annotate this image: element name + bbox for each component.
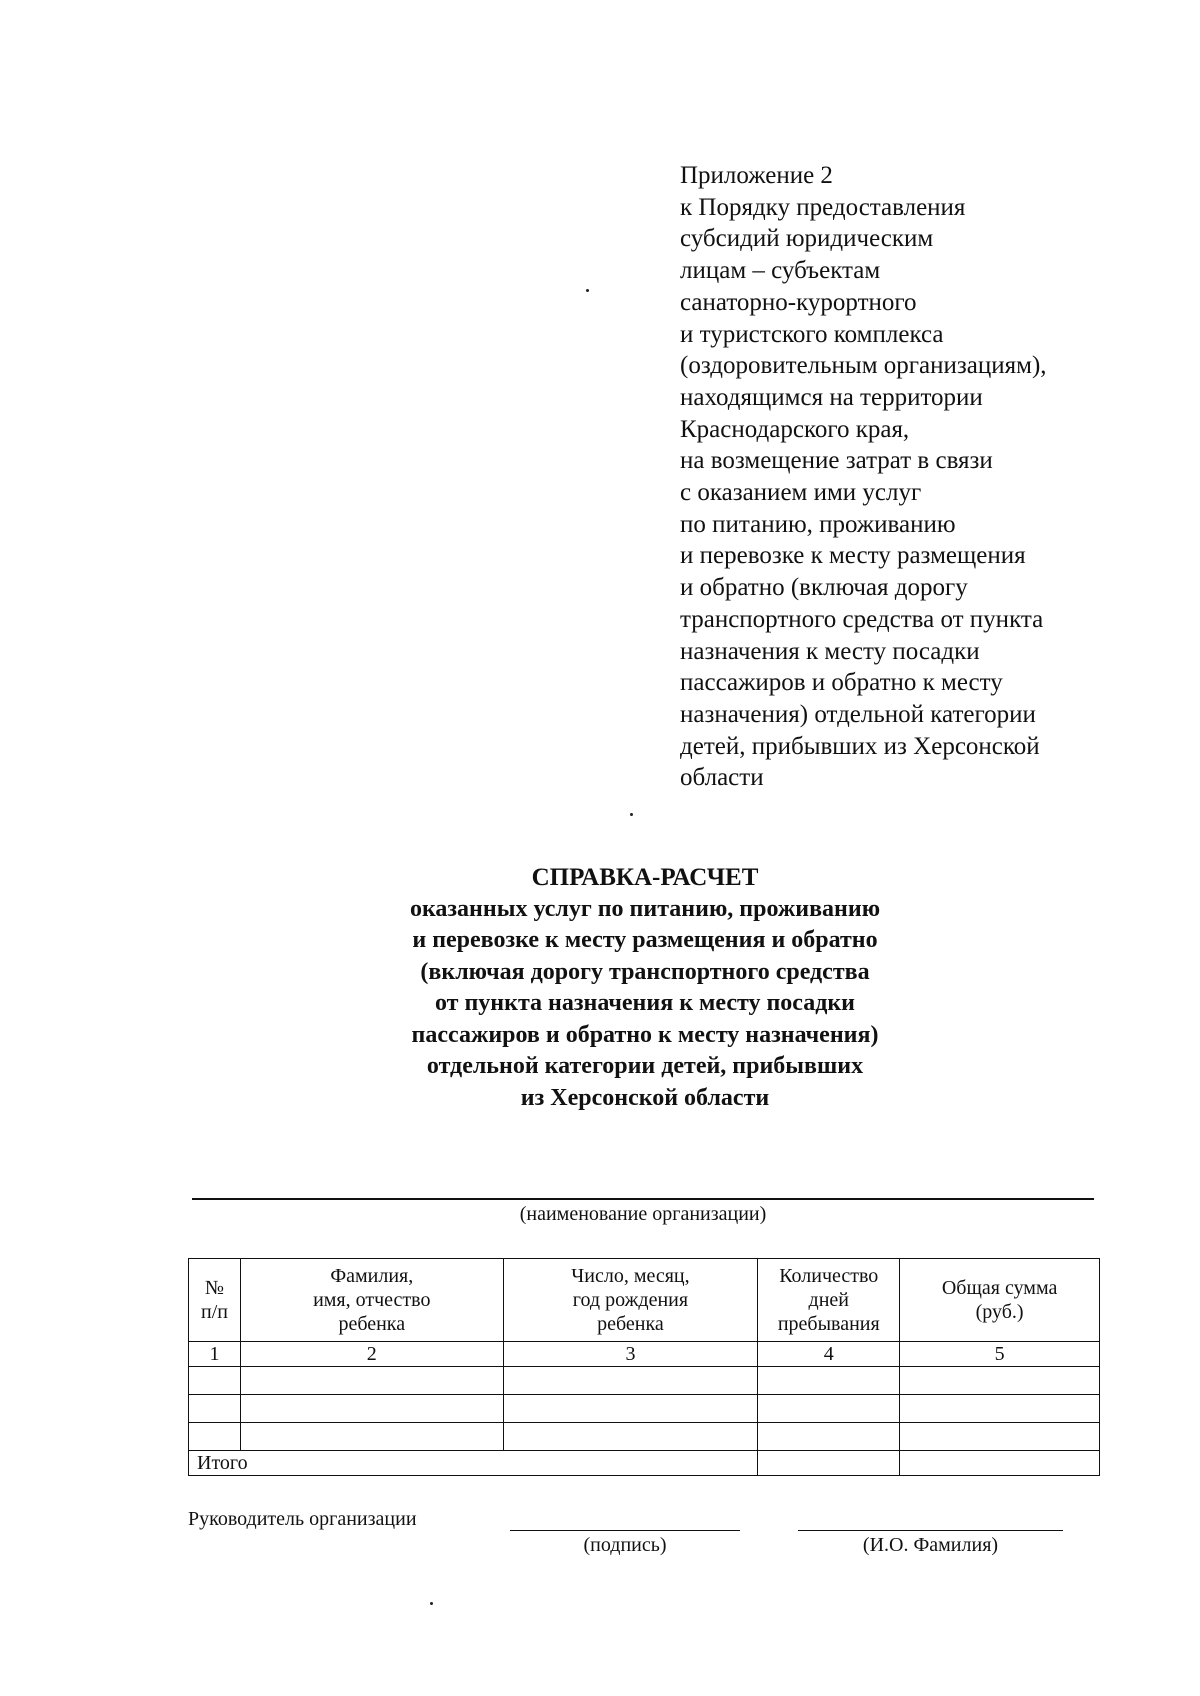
- table-cell[interactable]: [503, 1395, 758, 1423]
- subtitle-line: отдельной категории детей, прибывших: [426, 1053, 864, 1079]
- header-text: №: [204, 1277, 225, 1299]
- column-number: 4: [758, 1342, 900, 1367]
- appendix-line: транспортного средства от пункта: [680, 605, 1044, 633]
- table-cell[interactable]: [503, 1367, 758, 1395]
- header-text: Число, месяц,: [571, 1265, 690, 1287]
- column-number: 1: [189, 1342, 241, 1367]
- signature-line[interactable]: [510, 1530, 740, 1531]
- scan-speck: [586, 289, 589, 292]
- table-header-row: [189, 1259, 1100, 1342]
- appendix-line: и обратно (включая дорогу: [680, 574, 968, 602]
- header-number: [189, 1259, 241, 1342]
- subtitle-line: пассажиров и обратно к месту назначения): [411, 1021, 879, 1048]
- header-birth-date: [503, 1259, 758, 1342]
- header-text: Фамилия,: [330, 1265, 414, 1287]
- header-text: (руб.): [975, 1301, 1024, 1323]
- appendix-line: лицам – субъектам: [680, 257, 881, 285]
- appendix-line: с оказанием ими услуг: [680, 479, 922, 507]
- appendix-line: детей, прибывших из Херсонской: [680, 732, 1040, 760]
- appendix-line: (оздоровительным организациям),: [680, 352, 1047, 380]
- appendix-line: санаторно-курортного: [680, 288, 917, 316]
- table-cell[interactable]: [503, 1423, 758, 1451]
- table-row: [189, 1423, 1100, 1451]
- signature-caption: (подпись): [583, 1534, 667, 1556]
- column-number-row: [189, 1342, 1100, 1367]
- table-cell[interactable]: [900, 1395, 1100, 1423]
- calculation-table: [188, 1258, 1100, 1476]
- appendix-line: Краснодарского края,: [680, 415, 910, 443]
- appendix-line: находящимся на территории: [680, 383, 983, 411]
- header-text: Количество: [779, 1265, 879, 1287]
- document-title: СПРАВКА-РАСЧЕТ: [531, 864, 759, 891]
- appendix-line: и перевозке к месту размещения: [680, 542, 1026, 570]
- organization-caption: (наименование организации): [519, 1203, 767, 1225]
- table-cell[interactable]: [900, 1423, 1100, 1451]
- header-text: п/п: [200, 1301, 228, 1323]
- header-text: ребенка: [338, 1313, 406, 1335]
- appendix-line: и туристского комплекса: [680, 320, 944, 348]
- header-text: ребенка: [597, 1313, 664, 1335]
- appendix-note: [680, 160, 1120, 794]
- appendix-line: к Порядку предоставления: [680, 193, 966, 221]
- header-full-name: [240, 1259, 503, 1342]
- signer-label: Руководитель организации: [188, 1508, 417, 1530]
- table-cell[interactable]: [240, 1395, 503, 1423]
- scan-speck: [430, 1602, 433, 1605]
- organization-name-line[interactable]: [192, 1198, 1094, 1200]
- document-heading: [0, 862, 1200, 1114]
- header-total-sum: [900, 1259, 1100, 1342]
- name-caption: (И.О. Фамилия): [862, 1534, 999, 1556]
- header-text: пребывания: [777, 1313, 880, 1335]
- appendix-line: области: [680, 764, 764, 792]
- table-cell[interactable]: [758, 1395, 900, 1423]
- header-text: год рождения: [572, 1289, 689, 1311]
- total-row: [189, 1451, 1100, 1476]
- table-row: [189, 1395, 1100, 1423]
- appendix-line: пассажиров и обратно к месту: [680, 669, 1003, 697]
- table-cell[interactable]: [240, 1367, 503, 1395]
- subtitle-line: и перевозке к месту размещения и обратно: [412, 927, 878, 953]
- subtitle-line: (включая дорогу транспортного средства: [420, 958, 870, 985]
- header-text: дней: [808, 1289, 849, 1311]
- table-cell[interactable]: [189, 1367, 241, 1395]
- header-text: имя, отчество: [313, 1289, 431, 1311]
- header-text: Общая сумма: [941, 1277, 1058, 1299]
- scan-speck: [630, 813, 633, 816]
- appendix-line: Приложение 2: [680, 162, 833, 189]
- total-sum-cell[interactable]: [900, 1451, 1100, 1476]
- subtitle-line: от пункта назначения к месту посадки: [434, 990, 856, 1016]
- table-cell[interactable]: [240, 1423, 503, 1451]
- subtitle-line: из Херсонской области: [520, 1084, 770, 1111]
- appendix-line: на возмещение затрат в связи: [680, 447, 993, 475]
- column-number: 5: [900, 1342, 1100, 1367]
- appendix-line: назначения к месту посадки: [680, 637, 980, 665]
- total-days-cell[interactable]: [758, 1451, 900, 1476]
- table-cell[interactable]: [189, 1395, 241, 1423]
- appendix-line: назначения) отдельной категории: [680, 700, 1036, 728]
- total-label: Итого: [189, 1451, 758, 1476]
- table-cell[interactable]: [189, 1423, 241, 1451]
- column-number: 3: [503, 1342, 758, 1367]
- column-number: 2: [240, 1342, 503, 1367]
- appendix-line: субсидий юридическим: [680, 225, 934, 253]
- table-row: [189, 1367, 1100, 1395]
- table-cell[interactable]: [758, 1423, 900, 1451]
- name-line[interactable]: [798, 1530, 1063, 1531]
- subtitle-line: оказанных услуг по питанию, проживанию: [409, 895, 881, 922]
- appendix-line: по питанию, проживанию: [680, 510, 956, 538]
- header-days-count: [758, 1259, 900, 1342]
- table-cell[interactable]: [758, 1367, 900, 1395]
- table-cell[interactable]: [900, 1367, 1100, 1395]
